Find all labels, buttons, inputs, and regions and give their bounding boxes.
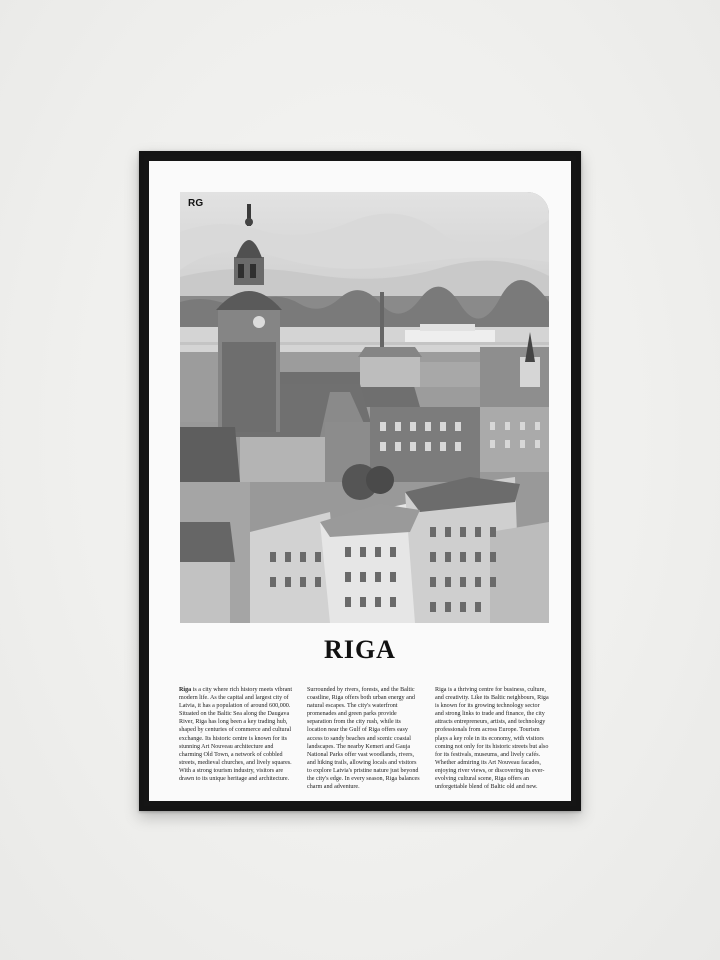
column-text: is a city where rich history meets vibrant modern life. As the capital and largest city of Latvia, it has a population of around 600,000. Situated on the Baltic Sea along the Daugava River, Riga has long been a key trading hub, shaped by centuries of commerce and cultural exchange. Its historic centre is known for its stunning Art Nouveau architecture and charming Old Town, a network of cobbled streets, medieval churches, and lively squares. With a strong tourism industry, visitors are drawn to its unique heritage and architecture. bbox=[179, 687, 293, 783]
poster-frame bbox=[139, 151, 581, 811]
description-column-2 bbox=[307, 686, 421, 791]
poster-paper bbox=[149, 161, 571, 801]
poster-title: RIGA bbox=[324, 635, 396, 664]
city-code-tag: RG bbox=[188, 198, 204, 209]
column-text: Riga is a thriving centre for business, culture, and creativity. Like its Baltic neighbours, Riga is known for its growing technology sector and strong links to trade and finance, the city attracts entrepreneurs, artists, and technology professionals from across Europe. Tourism plays a key role in its economy, with visitors coming not only for its historic streets but also for its festivals, museums, and lively cafés. Whether admiring its Art Nouveau facades, enjoying river views, or discovering its ever-evolving cultural scene, Riga offers an unforgettable blend of Baltic old and new. bbox=[435, 687, 549, 791]
description-columns bbox=[179, 686, 549, 791]
description-column-1 bbox=[179, 686, 293, 791]
column-lead-word: Riga bbox=[179, 687, 192, 693]
riga-cityscape-illustration bbox=[180, 192, 549, 623]
city-photo bbox=[180, 192, 549, 623]
description-column-3 bbox=[435, 686, 549, 791]
column-text: Surrounded by rivers, forests, and the Baltic coastline, Riga offers both urban energy and natural escapes. The city's waterfront promenades and green parks provide separation from the city rush, while its location near the Gulf of Riga offers easy access to sandy beaches and scenic coastal landscapes. The nearby Kemeri and Gauja National Parks offer vast woodlands, rivers, and hiking trails, allowing locals and visitors to explore Latvia's pristine nature just beyond the city's edge. In every season, Riga balances charm and adventure. bbox=[307, 687, 420, 791]
